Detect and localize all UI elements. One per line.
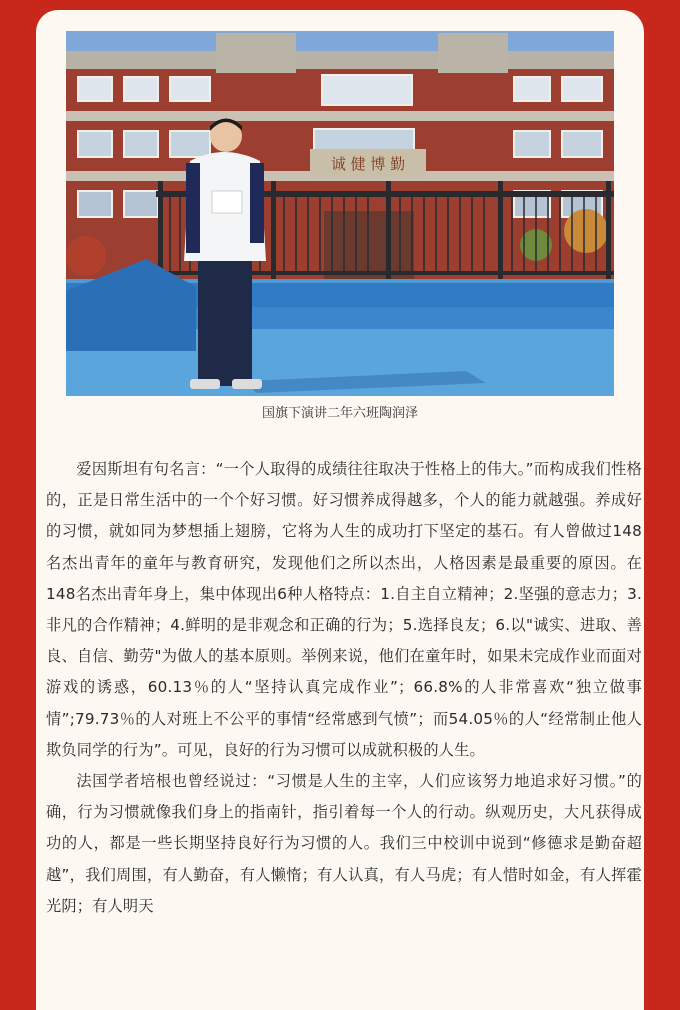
article-paragraph: 爱因斯坦有句名言：“一个人取得的成绩往往取决于性格上的伟大。”而构成我们性格的，正是日常生活中的一个个好习惯。好习惯养成得越多，个人的能力就越强。养成好的习惯，就如同为梦想插上翅膀，它将为人生的成功打下坚定的基石。有人曾做过148名杰出青年的童年与教育研究，发现他们之所以杰出，人格因素是最重要的原因。在148名杰出青年身上，集中体现出6种人格特点：1.自主自立精神；2.坚强的意志力；3.非凡的合作精神；4.鲜明的是非观念和正确的行为；5.选择良友；6.以"诚实、进取、善良、自信、勤劳"为做人的基本原则。举例来说，他们在童年时，如果未完成作业而面对游戏的诱惑，60.13％的人“坚持认真完成作业”；66.8%的人非常喜欢“独立做事情”;79.73％的人对班上不公平的事情“经常感到气愤”；而54.05％的人“经常制止他人欺负同学的行为”。可见，良好的行为习惯可以成就积极的人生。 bbox=[46, 460, 642, 759]
article-photo bbox=[66, 31, 614, 396]
article-body bbox=[46, 454, 642, 922]
photo-caption: 国旗下演讲二年六班陶润泽 bbox=[261, 406, 418, 421]
article-card bbox=[36, 10, 644, 1010]
building-sign-text: 诚 健 博 勤 bbox=[330, 155, 406, 173]
article-paragraph: 法国学者培根也曾经说过：“习惯是人生的主宰，人们应该努力地追求好习惯。”的确，行为习惯就像我们身上的指南针，指引着每一个人的行动。纵观历史，大凡获得成功的人，都是一些长期坚持良好行为习惯的人。我们三中校训中说到“修德求是勤奋超越”，我们周围，有人勤奋，有人懒惰；有人认真，有人马虎；有人惜时如金，有人挥霍光阴；有人明天 bbox=[46, 772, 642, 915]
